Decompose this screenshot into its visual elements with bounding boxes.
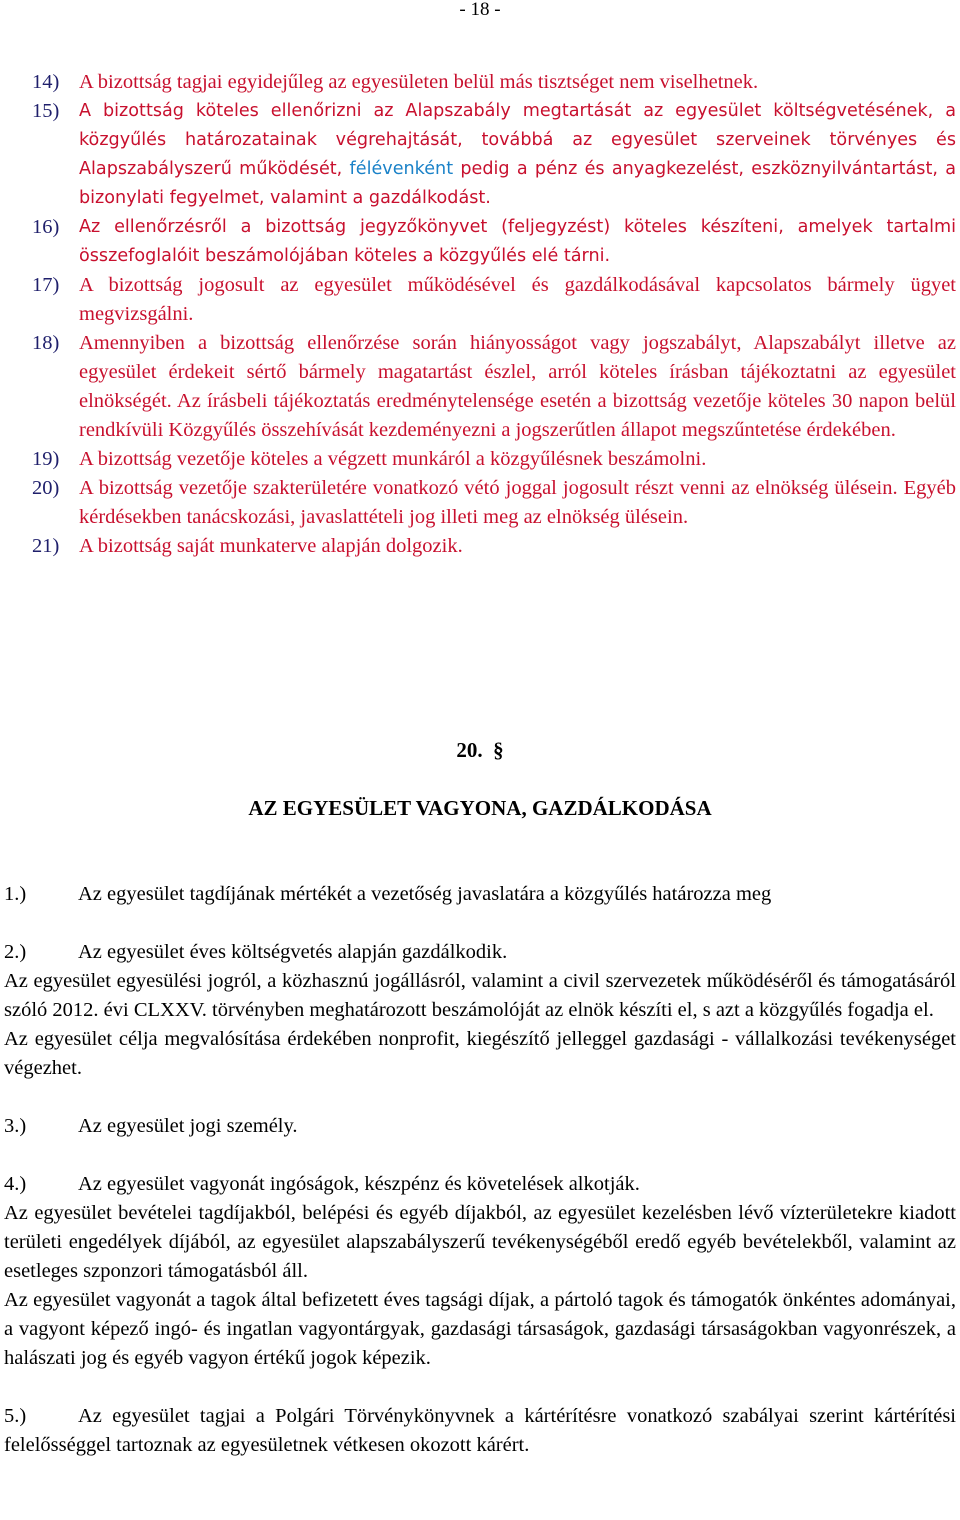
paragraph-text: Az egyesület egyesülési jogról, a közhasznú jogállásról, valamint a civil szervezetek működéséről és támogatásáról szóló 2012. évi CLXXV. törvényben meghatározott beszámolóját az elnök készíti el, s azt a közgyűlés fogadja el. (4, 970, 956, 1021)
item-text: A bizottság vezetője szakterületére vonatkozó vétó joggal jogosult részt venni az elnökség ülésein. Egyéb kérdésekben tanácskozási, javaslattételi jog illeti meg az elnökség ülésein. (79, 477, 956, 528)
section-heading (0, 738, 960, 763)
item-number: 20) (32, 477, 60, 499)
section-body (4, 880, 956, 1460)
section-symbol: § (493, 738, 504, 762)
paragraph-text: Az egyesület bevételei tagdíjakból, belépési és egyéb díjakból, az egyesület kezelésben lévő vízterületekre kiadott területi engedélyek díjából, az egyesület alapszabályszerű tevékenységéből eredő egyéb bevételekből, valamint az esetleges szponzori támogatásból áll. (4, 1202, 956, 1282)
list-item-16 (32, 213, 956, 271)
paragraph-4 (4, 1170, 956, 1199)
item-text: A bizottság jogosult az egyesület működésével és gazdálkodásával kapcsolatos bármely ügyet megvizsgálni. (79, 274, 956, 325)
list-item-20 (32, 474, 956, 532)
list-item-21 (32, 532, 956, 561)
item-number: 14) (32, 71, 60, 93)
item-text-part: pedig a pénz és anyagkezelést, eszköznyilvántartást, a bizonylati fegyelmet, valamint a gazdálkodást. (79, 159, 956, 208)
paragraph-text: Az egyesület jogi személy. (78, 1115, 298, 1137)
item-number: 17) (32, 274, 60, 296)
paragraph-5 (4, 1402, 956, 1460)
item-text: Az ellenőrzésről a bizottság jegyzőkönyvet (feljegyzést) köteles készíteni, amelyek tartalmi összefoglalóit beszámolójában köteles a közgyűlés elé tárni. (79, 217, 956, 266)
paragraph-text: Az egyesület tagdíjának mértékét a vezetőség javaslatára a közgyűlés határozza meg (78, 883, 772, 905)
list-item-14 (32, 68, 956, 97)
page-number: - 18 - (459, 0, 501, 20)
paragraph-text: Az egyesület vagyonát a tagok által befizetett éves tagsági díjak, a pártoló tagok és támogatók önkéntes adományai, a vagyont képező ingó- és ingatlan vagyontárgyak, gazdasági társaságok, gazdasági társaságokban vagyonrészek, a halászati jog és egyéb vagyon értékű jogok képezik. (4, 1289, 956, 1369)
item-number: 21) (32, 535, 60, 557)
paragraph-number: 3.) (4, 1115, 27, 1137)
paragraph-1 (4, 880, 956, 909)
paragraph-text: Az egyesület tagjai a Polgári Törvénykönyvnek a kártérítésre vonatkozó szabályai szerint kártérítési felelősséggel tartoznak az egyesületnek vétkesen okozott kárért. (4, 1405, 956, 1456)
paragraph-3 (4, 1112, 956, 1141)
paragraph-number: 2.) (4, 941, 27, 963)
section-number: 20. (456, 738, 483, 762)
item-text: A bizottság tagjai egyidejűleg az egyesületen belül más tisztséget nem viselhetnek. (79, 71, 759, 93)
list-item-18 (32, 329, 956, 445)
list-item-19 (32, 445, 956, 474)
item-number: 18) (32, 332, 60, 354)
list-item-17 (32, 271, 956, 329)
paragraph-text: Az egyesület vagyonát ingóságok, készpénz és követelések alkotják. (78, 1173, 640, 1195)
item-text: A bizottság vezetője köteles a végzett munkáról a közgyűlésnek beszámolni. (79, 448, 707, 470)
item-text: Amennyiben a bizottság ellenőrzése során hiányosságot vagy jogszabályt, Alapszabályt illetve az egyesület érdekeit sértő bármely magatartást észlel, arról köteles írásban tájékoztatni az egyesület elnökségét. Az írásbeli tájékoztatás eredménytelensége esetén a bizottság vezetője köteles 30 napon belül rendkívüli Közgyűlés összehívását kezdeményezni a jogszerűtlen állapot megszűntetése érdekében. (79, 332, 956, 441)
item-text (79, 97, 956, 213)
paragraph-number: 4.) (4, 1173, 27, 1195)
item-text-part: A bizottság köteles ellenőrizni az Alapszabály megtartását az egyesület költségvetésének, a közgyűlés határozatainak végrehajtását, továbbá az egyesület szerveinek törvényes és Alapszabályszerű működését, (79, 101, 956, 179)
item-number: 15) (32, 100, 60, 122)
list-item-15 (32, 97, 956, 213)
paragraph-text: Az egyesület éves költségvetés alapján gazdálkodik. (78, 941, 508, 963)
section-title: AZ EGYESÜLET VAGYONA, GAZDÁLKODÁSA (248, 796, 712, 820)
item-number: 16) (32, 216, 60, 238)
item-text-highlight: félévenként (349, 159, 454, 179)
item-text: A bizottság saját munkaterve alapján dolgozik. (79, 535, 463, 557)
item-number: 19) (32, 448, 60, 470)
paragraph-2 (4, 938, 956, 967)
numbered-list (32, 68, 956, 561)
paragraph-number: 1.) (4, 883, 27, 905)
paragraph-text: Az egyesület célja megvalósítása érdekében nonprofit, kiegészítő jelleggel gazdasági - vállalkozási tevékenységet végezhet. (4, 1028, 956, 1079)
paragraph-number: 5.) (4, 1405, 27, 1427)
